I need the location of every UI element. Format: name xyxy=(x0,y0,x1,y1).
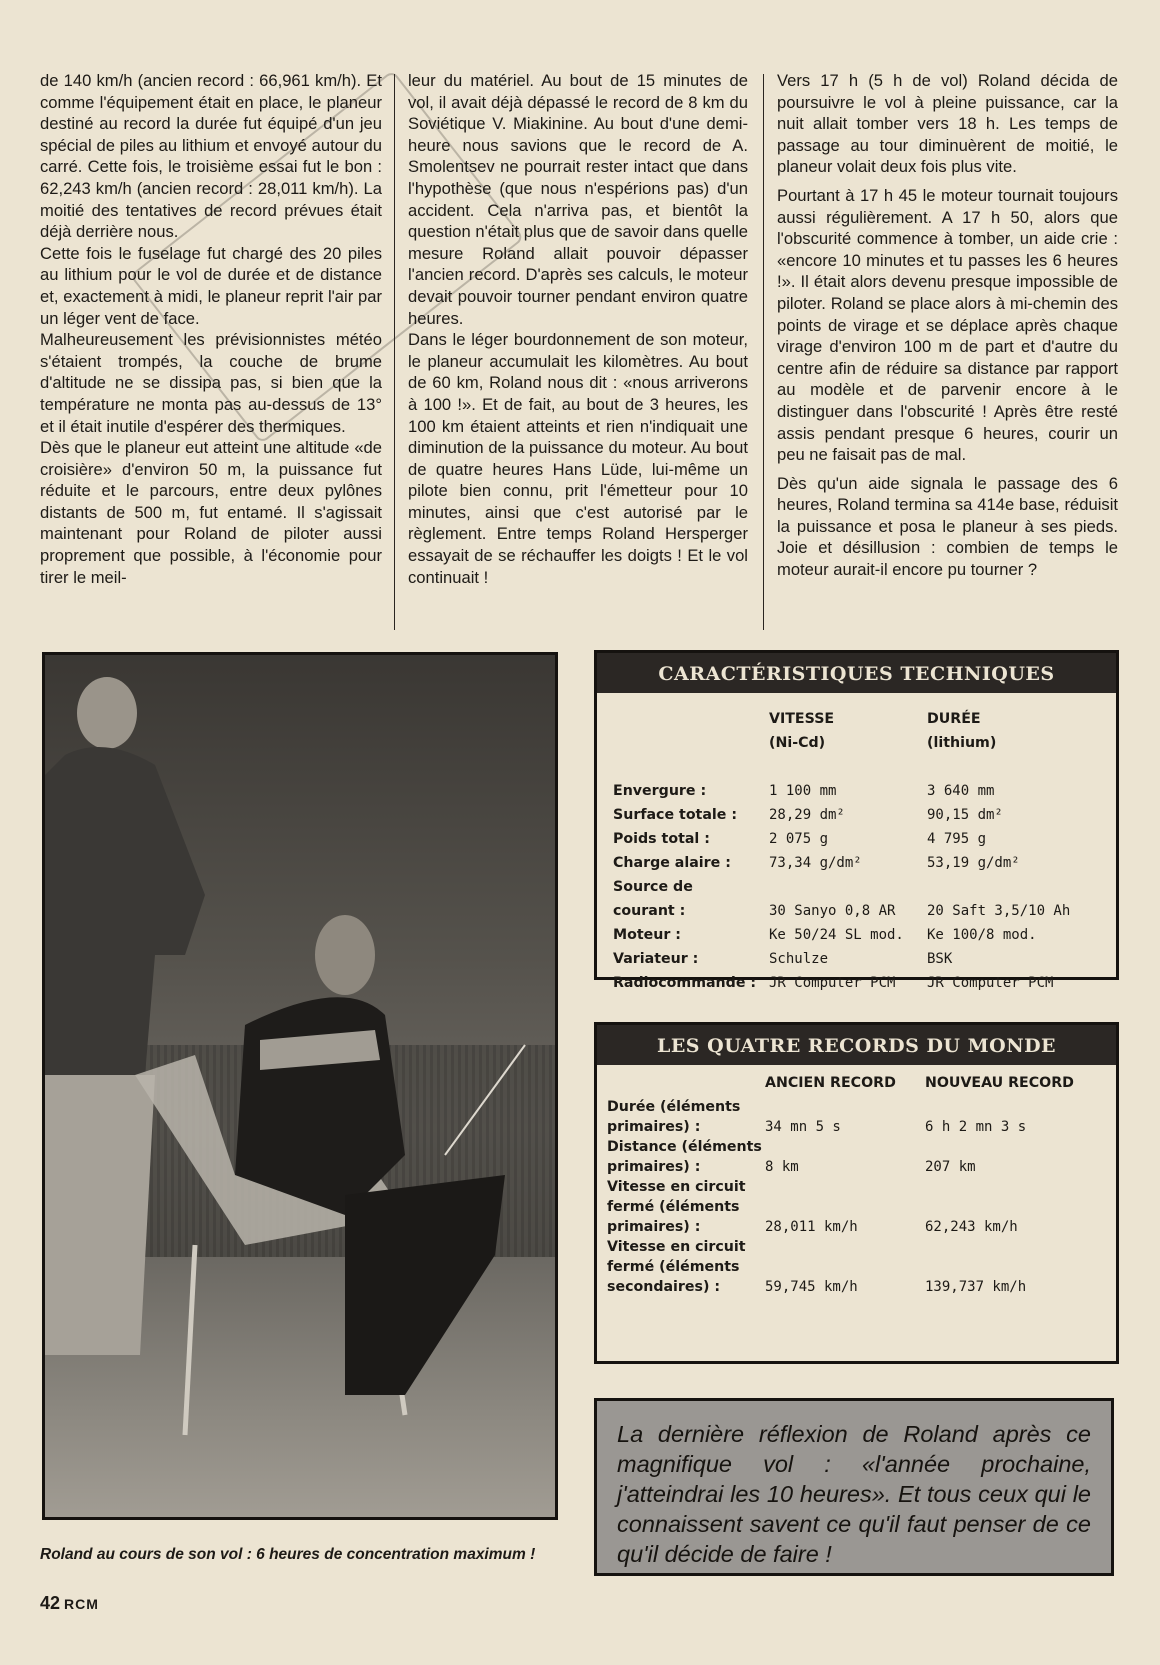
row-label: Charge alaire : xyxy=(613,855,731,871)
table-row xyxy=(607,1117,1085,1137)
cell: 28,29 dm² xyxy=(769,807,845,823)
cell: 53,19 g/dm² xyxy=(927,855,1020,871)
paragraph: Vers 17 h (5 h de vol) Roland décida de poursuivre le vol à pleine puissance, car la nuit allait tomber vers 18 h. Les temps de passage au tour diminuèrent de moitié, le planeur volait deux fois plus vite. xyxy=(777,71,1118,177)
row-label: Source de xyxy=(613,879,693,895)
cell: 30 Sanyo 0,8 AR xyxy=(769,903,896,919)
cell: JR Computer PCM xyxy=(927,975,1054,991)
paragraph: Dès qu'un aide signala le passage des 6 heures, Roland termina sa 414e base, réduisit la puissance et posa le planeur à ses pieds. Joie et désillusion : combien de temps le moteur aurait-il encore pu tourner ? xyxy=(777,473,1118,580)
row-label: primaires) : xyxy=(607,1159,701,1175)
paragraph: Dans le léger bourdonnement de son moteur, le planeur accumulait les kilomètres. Au bout de 60 km, Roland nous dit : «nous arriverons à 100 !». Et de fait, au bout de 3 heures, les 100 km étaient atteints et rien n'indiquait une diminution de la puissance du moteur. Au bout de quatre heures Hans Lüde, lui-même un pilote bien connu, prit l'émetteur pour 10 minutes, ainsi que c'est autorisé par le règlement. Entre temps Roland Hersperger essayait de se réchauffer les doigts ! Et le vol continuait ! xyxy=(408,330,748,587)
row-label: primaires) : xyxy=(607,1219,701,1235)
cell: 8 km xyxy=(765,1159,799,1175)
row-label: Durée (éléments xyxy=(607,1099,741,1115)
cell: 6 h 2 mn 3 s xyxy=(925,1119,1027,1135)
cell: JR Computer PCM xyxy=(769,975,896,991)
table-row xyxy=(613,777,1087,801)
cell: Schulze xyxy=(769,951,829,967)
cell: 1 100 mm xyxy=(769,783,837,799)
table-row xyxy=(613,897,1087,921)
world-records-table xyxy=(607,1073,1085,1297)
paragraph: Dès que le planeur eut atteint une altitude «de croisière» d'environ 50 m, la puissance fut réduite et le parcours, entre deux pylônes distants de 500 m, fut entamé. Il s'agissait maintenant pour Roland de piloter aussi proprement que possible, à l'économie pour tirer le meil- xyxy=(40,438,382,587)
cell: 34 mn 5 s xyxy=(765,1119,841,1135)
col-subheader: (Ni-Cd) xyxy=(769,735,826,751)
column-divider xyxy=(763,74,764,630)
cell: 28,011 km/h xyxy=(765,1219,858,1235)
row-label: Moteur : xyxy=(613,927,681,943)
paragraph: leur du matériel. Au bout de 15 minutes de vol, il avait déjà dépassé le record de 8 km du Soviétique V. Miakinine. Au bout d'une demi-heure nous savions que le record de A. Smolentsev ne pourrait rester intact que dans l'hypothèse (que nous n'espérions pas) d'un accident. Cela n'arriva pas, et bientôt la question n'était plus que de savoir dans quelle mesure Roland allait pouvoir dépasser l'ancien record. D'après ses calculs, le moteur devait pouvoir tourner pendant environ quatre heures. xyxy=(408,71,748,328)
cell: 4 795 g xyxy=(927,831,987,847)
cell: Ke 50/24 SL mod. xyxy=(769,927,904,943)
row-label: Poids total : xyxy=(613,831,710,847)
row-label: secondaires) : xyxy=(607,1279,721,1295)
cell: 2 075 g xyxy=(769,831,829,847)
paragraph: Pourtant à 17 h 45 le moteur tournait toujours aussi régulièrement. A 17 h 50, alors que l'obscurité commence à tomber, un aide crie : «encore 10 minutes et tu passes les 6 heures !». Il était alors devenu presque impossible de piloter. Roland se place alors à mi-chemin des points de virage et se déplace après chaque virage d'environ 100 m de part et d'autre du centre afin de réduire sa distance par rapport au modèle et de parvenir encore à le distinguer dans l'obscurité ! Après être resté assis pendant presque 6 heures, courir un peu ne faisait pas de mal. xyxy=(777,185,1118,465)
tech-specs-title: CARACTÉRISTIQUES TECHNIQUES xyxy=(597,653,1116,693)
col-header: VITESSE xyxy=(769,711,835,727)
tech-specs-box xyxy=(594,650,1119,991)
paragraph: Malheureusement les prévisionnistes météo s'étaient trompés, la couche de brume d'altitude ne se dissipa pas, si bien que la température ne monta pas au-dessus de 13° et il était inutile d'espérer des thermiques. xyxy=(40,330,382,436)
cell: BSK xyxy=(927,951,953,967)
cell: 59,745 km/h xyxy=(765,1279,858,1295)
col-subheader: (lithium) xyxy=(927,735,997,751)
table-row xyxy=(607,1217,1085,1237)
page-folio xyxy=(40,1593,99,1614)
world-records-box xyxy=(594,1022,1119,1364)
col-header: NOUVEAU RECORD xyxy=(925,1075,1074,1091)
photo-caption: Roland au cours de son vol : 6 heures de concentration maximum ! xyxy=(40,1546,536,1563)
paragraph: de 140 km/h (ancien record : 66,961 km/h). Et comme l'équipement était en place, le planeur destiné au record la durée fut équipé d'un jeu spécial de piles au lithium et envoyé autour du carré. Cette fois, le troisième essai fut le bon : 62,243 km/h (ancien record : 28,011 km/h). La moitié des tentatives de record prévues était déjà derrière nous. xyxy=(40,71,382,242)
tech-specs-table xyxy=(613,705,1087,993)
cell: 73,34 g/dm² xyxy=(769,855,862,871)
photo-pilots xyxy=(42,652,558,1520)
article-column-2 xyxy=(408,70,748,588)
row-label: primaires) : xyxy=(607,1119,701,1135)
row-label: Surface totale : xyxy=(613,807,738,823)
col-header: DURÉE xyxy=(927,711,981,727)
cell: Ke 100/8 mod. xyxy=(927,927,1037,943)
table-row xyxy=(613,921,1087,945)
col-header: ANCIEN RECORD xyxy=(765,1075,896,1091)
cell: 90,15 dm² xyxy=(927,807,1003,823)
row-label: Distance (éléments xyxy=(607,1139,762,1155)
table-row xyxy=(613,945,1087,969)
table-row xyxy=(607,1277,1085,1297)
table-row xyxy=(613,849,1087,873)
cell: 3 640 mm xyxy=(927,783,995,799)
cell: 20 Saft 3,5/10 Ah xyxy=(927,903,1071,919)
row-label: Variateur : xyxy=(613,951,699,967)
column-divider xyxy=(394,74,395,630)
cell: 139,737 km/h xyxy=(925,1279,1027,1295)
table-row xyxy=(607,1157,1085,1177)
page-number: 42 xyxy=(40,1593,61,1613)
magazine-logo: RCM xyxy=(64,1596,99,1612)
row-label: Vitesse en circuit xyxy=(607,1179,746,1195)
row-label: fermé (éléments xyxy=(607,1259,740,1275)
row-label: fermé (éléments xyxy=(607,1199,740,1215)
world-records-title: LES QUATRE RECORDS DU MONDE xyxy=(597,1025,1116,1065)
cell: 207 km xyxy=(925,1159,976,1175)
row-label: Vitesse en circuit xyxy=(607,1239,746,1255)
table-row xyxy=(613,825,1087,849)
row-label: Radiocommande : xyxy=(613,975,757,991)
cell: 62,243 km/h xyxy=(925,1219,1018,1235)
photo-figures xyxy=(45,655,555,1517)
table-row xyxy=(613,801,1087,825)
article-column-3 xyxy=(777,70,1118,581)
table-row xyxy=(613,969,1087,993)
row-label: courant : xyxy=(613,903,686,919)
pull-quote: La dernière réflexion de Roland après ce magnifique vol : «l'année prochaine, j'atteindrai les 10 heures». Et tous ceux qui le connaissent savent ce qu'il faut penser de ce qu'il décide de faire ! xyxy=(594,1398,1114,1576)
row-label: Envergure : xyxy=(613,783,707,799)
paragraph: Cette fois le fuselage fut chargé des 20 piles au lithium pour le vol de durée et de distance et, exactement à midi, le planeur reprit l'air par un léger vent de face. xyxy=(40,243,382,328)
table-row xyxy=(613,873,1087,897)
